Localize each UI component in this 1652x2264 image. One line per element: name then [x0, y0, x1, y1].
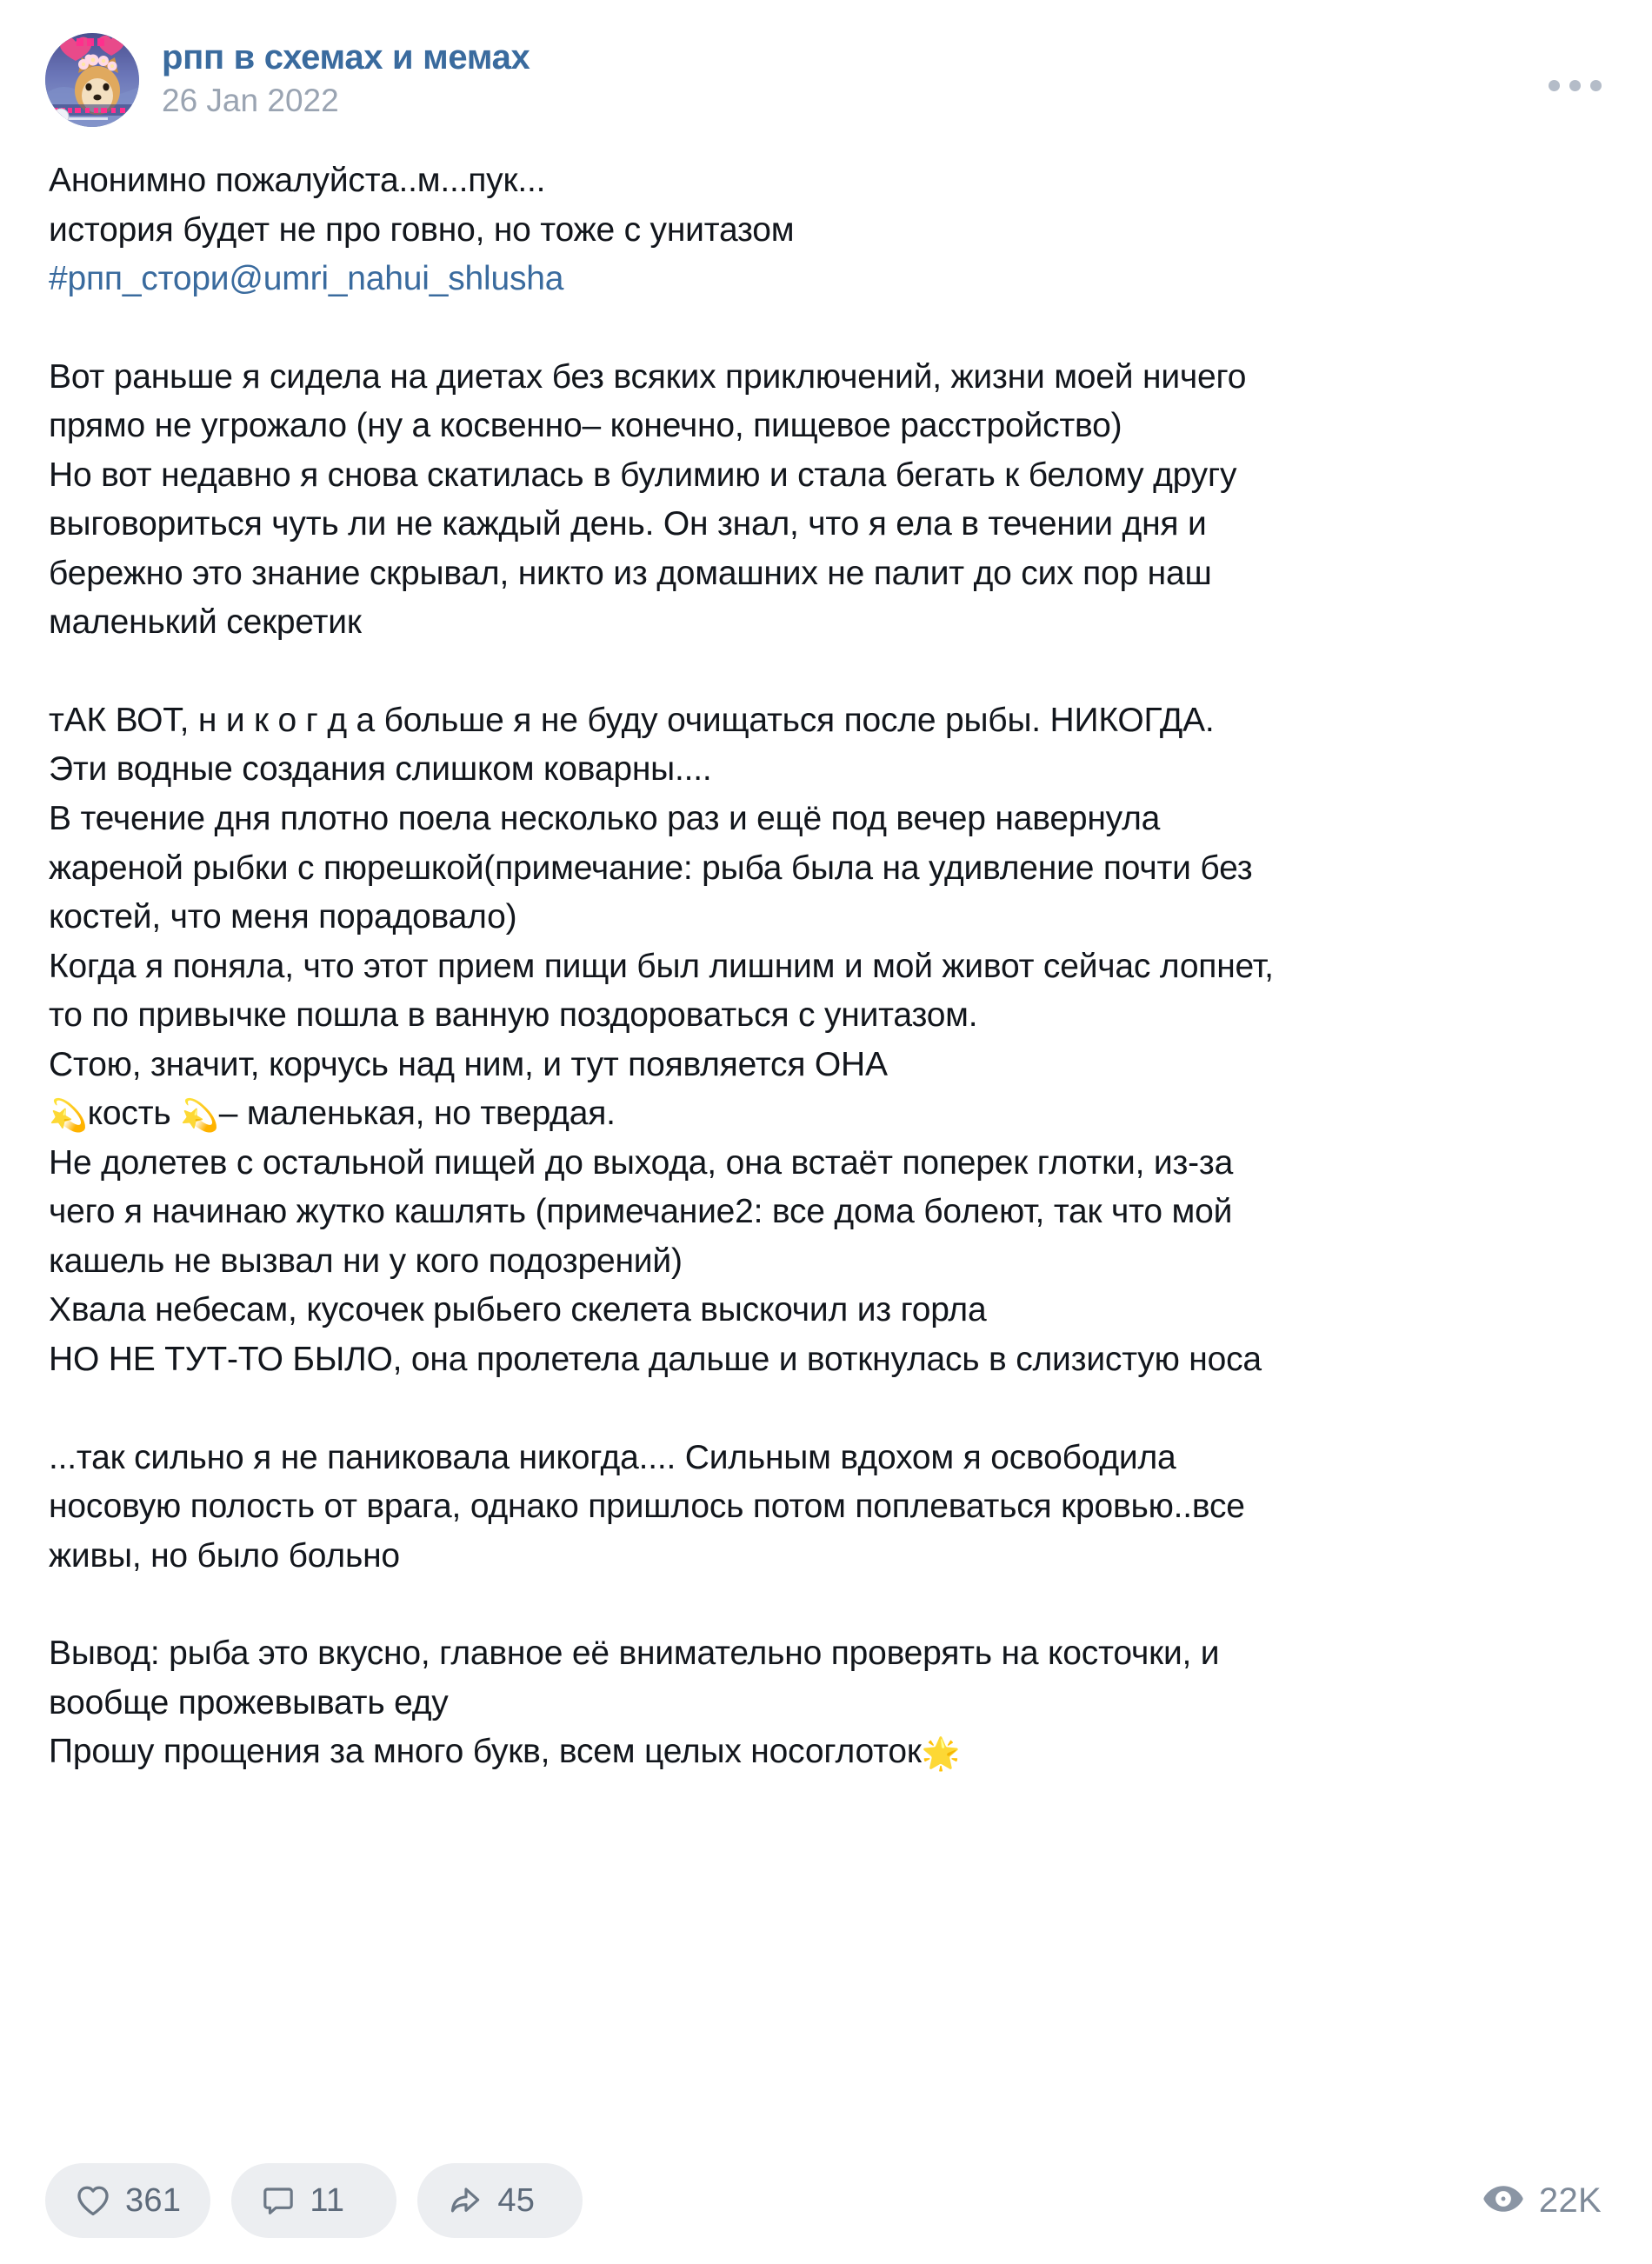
spacer	[49, 648, 1598, 696]
text-line: Анонимно пожалуйста..м...пук...	[49, 162, 546, 199]
text-line: тАК ВОТ, н и к о г д а больше я не буду очищаться после рыбы. НИКОГДА.	[49, 701, 1215, 739]
text-line: Хвала небесам, кусочек рыбьего скелета выскочил из горла	[49, 1291, 987, 1329]
text-line: Стою, значит, корчусь над ним, и тут появляется ОНА	[49, 1045, 888, 1083]
text-line: прямо не угрожало (ну а косвенно– конечно, пищевое расстройство)	[49, 407, 1122, 445]
text-line: выговориться чуть ли не каждый день. Он знал, что я ела в течении дня и	[49, 505, 1207, 543]
view-count: 22K	[1538, 2181, 1602, 2220]
text-line: носовую полость от врага, однако пришлось потом поплеваться кровью..все	[49, 1488, 1245, 1526]
avatar[interactable]	[45, 33, 139, 127]
text-line: жареной рыбки с пюрешкой(примечание: рыба была на удивление почти без	[49, 849, 1253, 887]
dot-2	[1569, 80, 1581, 91]
view-counter	[1483, 2181, 1602, 2221]
text-line: Не долетев с остальной пищей до выхода, она встаёт поперек глотки, из-за	[49, 1143, 1234, 1182]
glowing-star-icon: 🌟	[921, 1735, 961, 1772]
text-line: ...так сильно я не паниковала никогда.... Сильным вдохом я освободила	[49, 1438, 1176, 1476]
post-footer	[0, 2163, 1652, 2238]
comment-button[interactable]	[231, 2163, 396, 2238]
post-header	[0, 0, 1652, 127]
text-line: бережно это знание скрывал, никто из домашних не палит до сих пор наш	[49, 554, 1212, 592]
text-line: история будет не про говно, но тоже с унитазом	[49, 210, 795, 249]
more-options-icon[interactable]	[1549, 80, 1602, 91]
share-count: 45	[497, 2181, 536, 2219]
eye-icon	[1483, 2185, 1523, 2217]
share-arrow-icon	[447, 2183, 483, 2218]
hashtag-link-text[interactable]: #рпп_стори@umri_nahui_shlusha	[49, 260, 564, 298]
bone-word: кость	[87, 1095, 171, 1133]
like-count: 361	[125, 2181, 182, 2219]
text-line: Когда я поняла, что этот прием пищи был лишним и мой живот сейчас лопнет,	[49, 947, 1274, 985]
dizzy-star-icon: 💫	[49, 1097, 88, 1134]
dot-1	[1549, 80, 1560, 91]
bone-tail: – маленькая, но твердая.	[218, 1095, 616, 1133]
like-button[interactable]	[45, 2163, 210, 2238]
hashtag-link	[49, 255, 1598, 304]
text-line: вообще прожевывать еду	[49, 1683, 449, 1721]
text-line: живы, но было больно	[49, 1536, 400, 1575]
channel-name[interactable]: рпп в схемах и мемах	[162, 38, 530, 77]
spacer	[49, 1385, 1598, 1434]
text-line: кашель не вызвал ни у кого подозрений)	[49, 1242, 683, 1280]
text-line: Вот раньше я сидела на диетах без всяких приключений, жизни моей ничего	[49, 357, 1247, 396]
text-line-with-emoji	[49, 1089, 1598, 1139]
text-line: чего я начинаю жутко кашлять (примечание2: все дома болеют, так что мой	[49, 1193, 1233, 1231]
text-line: костей, что меня порадовало)	[49, 898, 517, 936]
text-line-with-emoji	[49, 1728, 1598, 1777]
spacer	[49, 1581, 1598, 1629]
post-date: 26 Jan 2022	[162, 82, 339, 118]
text-line: Эти водные создания слишком коварны....	[49, 750, 712, 789]
text-line: то по привычке пошла в ванную поздороваться с унитазом.	[49, 996, 978, 1035]
comment-count: 11	[310, 2181, 345, 2219]
share-button[interactable]	[417, 2163, 583, 2238]
text-line: Но вот недавно я снова скатилась в булимию и стала бегать к белому другу	[49, 456, 1237, 494]
post-text	[0, 127, 1652, 1777]
text-line: В течение дня плотно поела несколько раз и ещё под вечер навернула	[49, 800, 1161, 838]
closing-text: Прошу прощения за много букв, всем целых носоглоток	[49, 1733, 922, 1771]
reaction-bar	[45, 2163, 583, 2238]
comment-bubble-icon	[261, 2183, 296, 2218]
spacer	[49, 304, 1598, 353]
text-line: Вывод: рыба это вкусно, главное её внимательно проверять на косточки, и	[49, 1635, 1220, 1673]
dizzy-star-icon: 💫	[180, 1097, 219, 1134]
dot-3	[1590, 80, 1602, 91]
text-line: НО НЕ ТУТ-ТО БЫЛО, она пролетела дальше и воткнулась в слизистую носа	[49, 1341, 1262, 1379]
heart-icon	[75, 2183, 111, 2218]
header-text	[162, 33, 530, 119]
text-line: маленький секретик	[49, 603, 362, 642]
